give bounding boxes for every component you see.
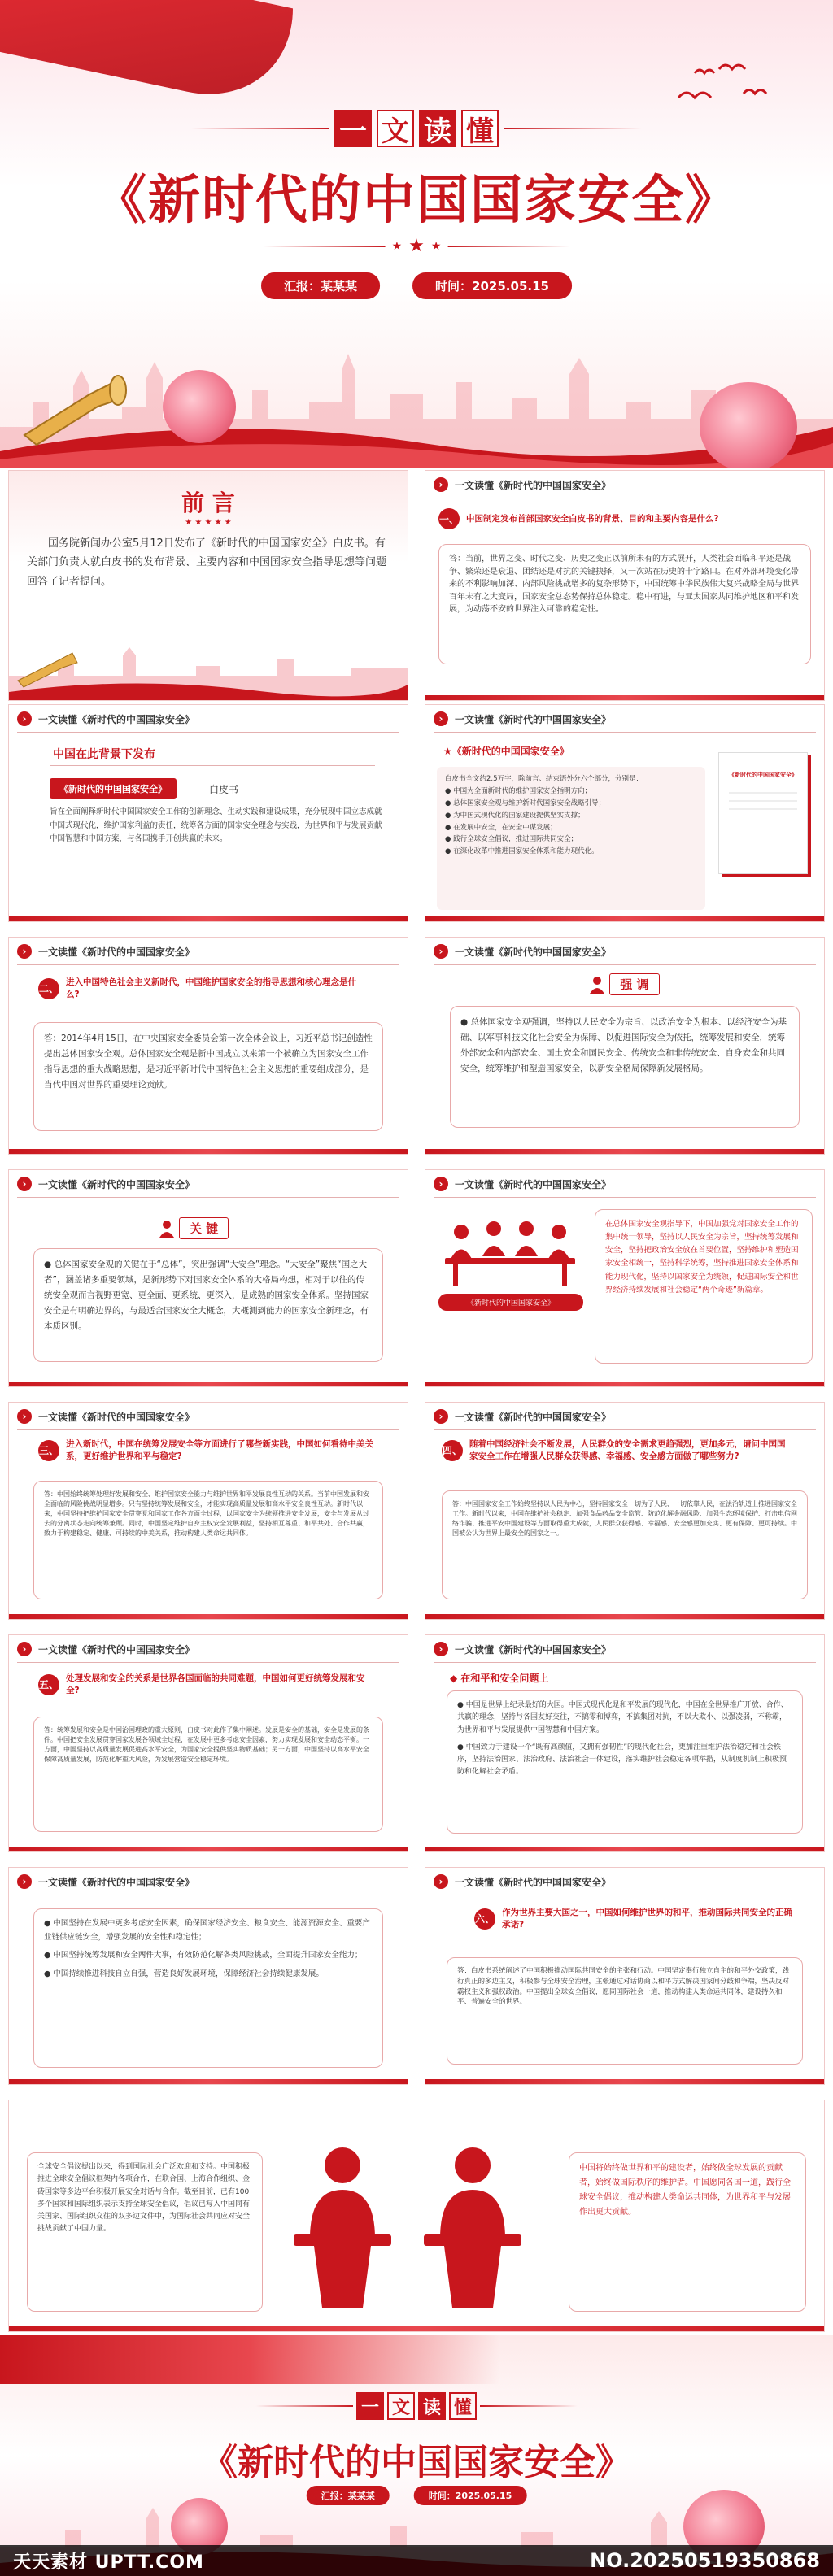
watermark-left: 天天素材 UPTT.COM (13, 2552, 204, 2573)
white-paper-cover: 《新时代的中国国家安全》 (718, 752, 808, 874)
foreword-body: 国务院新闻办公室5月12日发布了《新时代的中国国家安全》白皮书。有关部门负责人就白皮书的发布背景、主要内容和中国国家安全指导思想等问题回答了记者提问。 (27, 537, 387, 588)
meeting-slide (425, 1169, 825, 1387)
chevron-right-icon: › (17, 1409, 32, 1424)
slide-header: 一文读懂《新时代的中国国家安全》 (455, 713, 612, 725)
trumpet-icon (16, 370, 130, 451)
meeting-text: 在总体国家安全观指导下，中国加强党对国家安全工作的集中统一领导，坚持以人民安全为宗旨，坚持统筹发展和安全，坚持把政治安全放在首要位置，坚持维护和塑造国家安全相统一，坚持科学统筹，坚持推进国家安全体系和能力现代化，坚持以国家安全为统领，促进国际安全和世界经济持续发展和社会稳定“两个奇迹”新篇章。 (605, 1220, 799, 1295)
foreword-title: 前 言 (181, 490, 235, 516)
list-item: ● 为中国式现代化的国家建设提供坚实支撑； (445, 811, 585, 820)
slide-header: 一文读懂《新时代的中国国家安全》 (455, 1411, 612, 1423)
list-item: ● 中国为全面新时代的维护国家安全指明方向； (445, 786, 592, 795)
subtitle-char: 一 (356, 2392, 384, 2420)
answer-card (438, 544, 811, 664)
keyword-label: 强 调 (609, 973, 659, 995)
emphasis-text: 总体国家安全观强调，坚持以人民安全为宗旨、以政治安全为根本、以经济安全为基础、以军事科技文化社会安全为保障、以促进国际安全为依托，统筹发展和安全，统筹外部安全和内部安全、国土安全和国民安全、传统安全和非传统安全、自身安全和共同安全，统筹维护和塑造国家安全，以新安全格局保障新发展格局。 (460, 1017, 787, 1073)
ending-slide (0, 2335, 833, 2576)
question-text: 处理发展和安全的关系是世界各国面临的共同难题，中国如何更好统筹发展和安全? (66, 1673, 365, 1695)
release-slide (8, 704, 408, 922)
chevron-right-icon: › (17, 711, 32, 726)
peony-flower-decoration (163, 370, 236, 443)
question-four-slide (425, 1402, 825, 1620)
chevron-right-icon: › (434, 1642, 448, 1656)
chevron-right-icon: › (17, 1874, 32, 1889)
watermark-bar (0, 2545, 833, 2576)
peace-paragraph: ● 中国是世界上纪录最好的大国。中国式现代化是和平发展的现代化，中国在全世界推广开放、合作、共赢的理念，坚持与各国友好交往，不搞零和博弈，不搞集团对抗，不以大欺小、以强凌弱，不称霸，为世界和平与发展提供中国智慧和中国方案。 (457, 1701, 788, 1734)
answer-card (33, 1717, 383, 1832)
subtitle-char: 懂 (461, 110, 499, 147)
diamond-icon: ◆ (450, 1673, 458, 1684)
answer-card (33, 1022, 383, 1131)
answer-text: 答：中国始终统筹处理好发展和安全、维护国家安全能力与维护世界和平发展良性互动的关系。当前中国发展和安全面临的风险挑战明显增多。只有坚持统筹发展和安全，才能实现高质量发展和高水平安全良性互动。新时代以来，中国坚持把维护国家安全贯穿党和国家工作各方面全过程，以国家安全为统领推进安全发展，安全与发展从过去的分离状态走向统筹兼顾。同时，中国坚定维护自身主权安全发展利益，坚持相互尊重、和平共处、合作共赢，致力于构建稳定、健康、可持续的中美关系，推动构建人类命运共同体。 (44, 1490, 369, 1537)
slide-header: 一文读懂《新时代的中国国家安全》 (38, 1411, 195, 1423)
question-text: 进入新时代，中国在统筹发展安全等方面进行了哪些新实践，中国如何看待中美关系，更好维护世界和平与稳定? (66, 1439, 373, 1461)
meeting-caption: 《新时代的中国国家安全》 (438, 1294, 583, 1311)
key-card: ● 总体国家安全观的关键在于“总体”，突出强调“大安全”理念。“大安全”聚焦“国之大者”，涵盖诸多重要领域，是新形势下对国家安全体系的大格局构想，相对于以往的传统安全观而言视野更宽、更全面、更系统、更深入，是成熟的国家安全体系。坚持国家安全是有明确边界的，与最适合国家安全大概念，大概测到能力的国家安全新理念，有本质区别。 (33, 1248, 383, 1362)
slide-header: 一文读懂《新时代的中国国家安全》 (455, 479, 612, 491)
slide-header: 一文读懂《新时代的中国国家安全》 (38, 1643, 195, 1656)
question-number-badge: 五、 (38, 1674, 59, 1695)
key-text: 总体国家安全观的关键在于“总体”，突出强调“大安全”理念。“大安全”聚焦“国之大者”，涵盖诸多重要领域，是新形势下对国家安全体系的大格局构想，相对于以往的传统安全观而言视野更宽、更全面、更系统、更深入，是成熟的国家安全体系。坚持国家安全是有明确边界的，与最适合国家安全大概念，大概测到能力的国家安全新理念，有本质区别。 (44, 1260, 369, 1331)
answer-card (442, 1490, 808, 1599)
development-card (33, 1908, 383, 2068)
development-list-slide (8, 1867, 408, 2085)
list-item: ● 在发展中安全，在安全中谋发展； (445, 823, 557, 832)
document-suffix: 白皮书 (209, 783, 239, 795)
cover-slide (0, 0, 833, 468)
question-number-badge: 三、 (38, 1440, 59, 1461)
slide-header: 一文读懂《新时代的中国国家安全》 (38, 946, 195, 958)
chevron-right-icon: › (17, 1177, 32, 1191)
subtitle-char: 一 (334, 110, 372, 147)
question-number-badge: 一、 (438, 508, 460, 529)
chevron-right-icon: › (17, 1642, 32, 1656)
list-item: ● 践行全球安全倡议，推进国际共同安全； (445, 835, 578, 844)
reporter-chip: 汇报：某某某 (261, 272, 380, 299)
subtitle-char: 读 (419, 110, 456, 147)
keyword-label: 关 键 (179, 1217, 229, 1239)
question-six-slide (425, 1867, 825, 2085)
answer-card (33, 1481, 383, 1599)
red-flag-decoration (0, 0, 293, 114)
answer-text: 答：2014年4月15日，在中央国家安全委员会第一次全体会议上，习近平总书记创造性提出总体国家安全观。总体国家安全观是新中国成立以来第一个被确立为国家安全工作指导思想的重大战略思想，是习近平新时代中国特色社会主义思想的重要组成部分，是当代中国对世界的重要理论贡献。 (44, 1033, 373, 1090)
list-item: ● 中国坚持在发展中更多考虑安全因素，确保国家经济安全、粮食安全、能源资源安全、重要产业链供应链安全，增强发展的安全性和稳定性； (44, 1919, 370, 1942)
emphasis-slide (425, 937, 825, 1155)
key-slide (8, 1169, 408, 1387)
question-text: 进入中国特色社会主义新时代，中国维护国家安全的指导思想和核心理念是什么? (66, 977, 356, 999)
slide-header: 一文读懂《新时代的中国国家安全》 (455, 1643, 612, 1656)
date-chip: 时间：2025.05.15 (412, 272, 572, 299)
question-text: 作为世界主要大国之一，中国如何维护世界的和平，推动国际共同安全的正确承诺? (502, 1908, 792, 1930)
question-number-badge: 六、 (474, 1908, 495, 1930)
watermark-right: NO.20250519350868 (590, 2549, 820, 2572)
person-icon (590, 976, 604, 994)
list-item: ● 在深化改革中推进国家安全体系和能力现代化。 (445, 847, 599, 856)
subtitle-char: 文 (387, 2392, 415, 2420)
cover-subtitle (191, 110, 642, 147)
answer-text: 答：当前，世界之变、时代之变、历史之变正以前所未有的方式展开，人类社会面临和平还是战争、繁荣还是衰退、团结还是对抗的关键抉择，又一次站在历史的十字路口。在对外部环境变化带来的不利影响加深、内部风险挑战增多的复杂形势下，中国统筹中华民族伟大复兴战略全局与世界百年未有之大变局，国家安全总态势保持总体稳定。稳中有进，与亚太国家共同维护地区和平和发展，为动荡不安的世界注入可靠的稳定性。 (449, 555, 799, 614)
question-text: 随着中国经济社会不断发展，人民群众的安全需求更趋强烈，更加多元，请问中国国家安全工作在增强人民群众获得感、幸福感、安全感方面做了哪些努力? (469, 1439, 786, 1461)
document-title-tag: 《新时代的中国国家安全》 (50, 778, 177, 799)
person-icon (159, 1220, 174, 1238)
chevron-right-icon: › (434, 1409, 448, 1424)
slide-header: 一文读懂《新时代的中国国家安全》 (455, 946, 612, 958)
answer-text: 答：白皮书系统阐述了中国积极推动国际共同安全的主张和行动。中国坚定奉行独立自主的和平外交政策，践行真正的多边主义，积极参与全球安全治理，主张通过对话协商以和平方式解决国家间分歧和争端，坚决反对霸权主义和强权政治。中国提出全球安全倡议，愿同国际社会一道，推动构建人类命运共同体，建设持久和平、普遍安全的世界。 (457, 1967, 790, 2007)
question-one-slide (425, 470, 825, 701)
peace-paragraph: ● 中国致力于建设一个“既有高颜值，又拥有强韧性”的现代化社会，更加注重维护法治稳定和社会秩序，坚持法治国家、法治政府、法治社会一体建设，落实维护社会稳定各项举措，从制度机制上积极预防和化解社会矛盾。 (457, 1743, 787, 1777)
closing-left-text: 全球安全倡议提出以来，得到国际社会广泛欢迎和支持。中国积极推进全球安全倡议框架内各项合作，在联合国、上海合作组织、金砖国家等多边平台积极开展安全对话与合作。截至目前，已有100多个国家和国际组织表示支持全球安全倡议，倡议已写入中国同有关国家、国际组织交往的双多边文件中，为国际社会共同应对安全挑战贡献了中国力量。 (37, 2163, 251, 2234)
meeting-illustration (437, 1216, 583, 1289)
contents-intro: 白皮书全文约2.5万字，除前言、结束语外分六个部分，分别是： (445, 775, 643, 783)
question-two-slide (8, 937, 408, 1155)
chevron-right-icon: › (434, 711, 448, 726)
closing-left-card (27, 2152, 263, 2312)
section-heading: 中国在此背景下发布 (53, 748, 155, 761)
date-chip: 时间：2025.05.15 (414, 2486, 527, 2505)
closing-right-card (569, 2152, 806, 2312)
contents-list (437, 767, 705, 910)
closing-right-text: 中国将始终做世界和平的建设者，始终做全球发展的贡献者，始终做国际秩序的维护者。中国愿同各国一道，践行全球安全倡议，推动构建人类命运共同体，为世界和平与发展作出更大贡献。 (579, 2164, 791, 2217)
reporter-chip: 汇报：某某某 (307, 2486, 390, 2505)
question-text: 中国制定发布首部国家安全白皮书的背景、目的和主要内容是什么? (466, 513, 719, 524)
chevron-right-icon: › (434, 944, 448, 959)
meeting-card (595, 1209, 813, 1364)
question-number-badge: 四、 (442, 1440, 463, 1461)
stars-divider: ★ ★ ★ (264, 236, 570, 256)
subtitle-char: 懂 (449, 2392, 477, 2420)
contents-title: ★《新时代的中国国家安全》 (443, 746, 569, 757)
question-three-slide (8, 1402, 408, 1620)
section-heading: ◆ 在和平和安全问题上 (450, 1673, 549, 1684)
chevron-right-icon: › (434, 477, 448, 492)
peace-card (447, 1690, 803, 1834)
trumpet-icon (14, 648, 79, 689)
question-number-badge: 二、 (38, 978, 59, 999)
answer-text: 答：统筹发展和安全是中国治国理政的重大原则，白皮书对此作了集中阐述。发展是安全的基础，安全是发展的条件。中国把安全发展贯穿国家发展各领域全过程，在发展中更多考虑安全因素，努力实现发展和安全动态平衡。一方面，中国坚持以高质量发展促进高水平安全，为国家安全提供坚实物质基础；另一方面，中国坚持以高水平安全保障高质量发展，防范化解重大风险，为发展营造安全稳定环境。 (44, 1726, 369, 1763)
slide-header: 一文读懂《新时代的中国国家安全》 (38, 1178, 195, 1190)
list-item: ● 中国坚持统筹发展和安全两件大事，有效防范化解各类风险挑战，全面提升国家安全能力； (44, 1951, 363, 1960)
list-item: ● 总体国家安全观与维护新时代国家安全战略引导； (445, 798, 606, 807)
emphasis-card: ● 总体国家安全观强调，坚持以人民安全为宗旨、以政治安全为根本、以经济安全为基础、以军事科技文化社会安全为保障、以促进国际安全为依托，统筹发展和安全，统筹外部安全和内部安全、国土安全和国民安全、传统安全和非传统安全、自身安全和共同安全，统筹维护和塑造国家安全，以新安全格局保障新发展格局。 (450, 1006, 800, 1128)
answer-text: 答：中国国家安全工作始终坚持以人民为中心，坚持国家安全一切为了人民、一切依靠人民，在法治轨道上推进国家安全工作。新时代以来，中国在维护社会稳定、加强食品药品安全监管、防范化解金融风险、加强生态环境保护、打击电信网络诈骗、推进平安中国建设等方面取得重大成就，人民群众获得感、幸福感、安全感更加充实、更有保障、更可持续。中国被公认为世界上最安全的国家之一。 (452, 1500, 797, 1537)
chevron-right-icon: › (434, 1177, 448, 1191)
closing-slide (8, 2100, 825, 2332)
answer-card (447, 1957, 803, 2065)
star-icon: ★ (443, 746, 452, 757)
red-flag-decoration (0, 2335, 833, 2384)
chevron-right-icon: › (434, 1874, 448, 1889)
subtitle-char: 文 (377, 110, 414, 147)
question-five-slide (8, 1634, 408, 1852)
slide-header: 一文读懂《新时代的中国国家安全》 (38, 1876, 195, 1888)
slide-header: 一文读懂《新时代的中国国家安全》 (455, 1178, 612, 1190)
peony-flower-decoration (700, 382, 797, 468)
contents-slide (425, 704, 825, 922)
speakers-illustration (277, 2133, 538, 2312)
doves-icon (670, 49, 776, 122)
release-body: 旨在全面阐释新时代中国国家安全工作的创新理念、生动实践和建设成果，充分展现中国立志成就中国式现代化，维护国家利益的责任，统筹各方面的国家安全理念与实践，为世界和平与发展贡献中国智慧和中国方案，与各国携手开创共赢的未来。 (50, 807, 382, 844)
subtitle-char: 读 (418, 2392, 446, 2420)
list-item: ● 中国持续推进科技自立自强，营造良好发展环境，保障经济社会持续健康发展。 (44, 1969, 324, 1978)
foreword-slide (8, 470, 408, 701)
cover-title: 《新时代的中国国家安全》 (94, 170, 739, 231)
ending-title: 《新时代的中国国家安全》 (202, 2442, 631, 2483)
slide-header: 一文读懂《新时代的中国国家安全》 (38, 713, 195, 725)
peace-slide (425, 1634, 825, 1852)
chevron-right-icon: › (17, 944, 32, 959)
stars-divider: ★ ★ ★ ★ ★ (185, 518, 232, 527)
slide-header: 一文读懂《新时代的中国国家安全》 (455, 1876, 612, 1888)
